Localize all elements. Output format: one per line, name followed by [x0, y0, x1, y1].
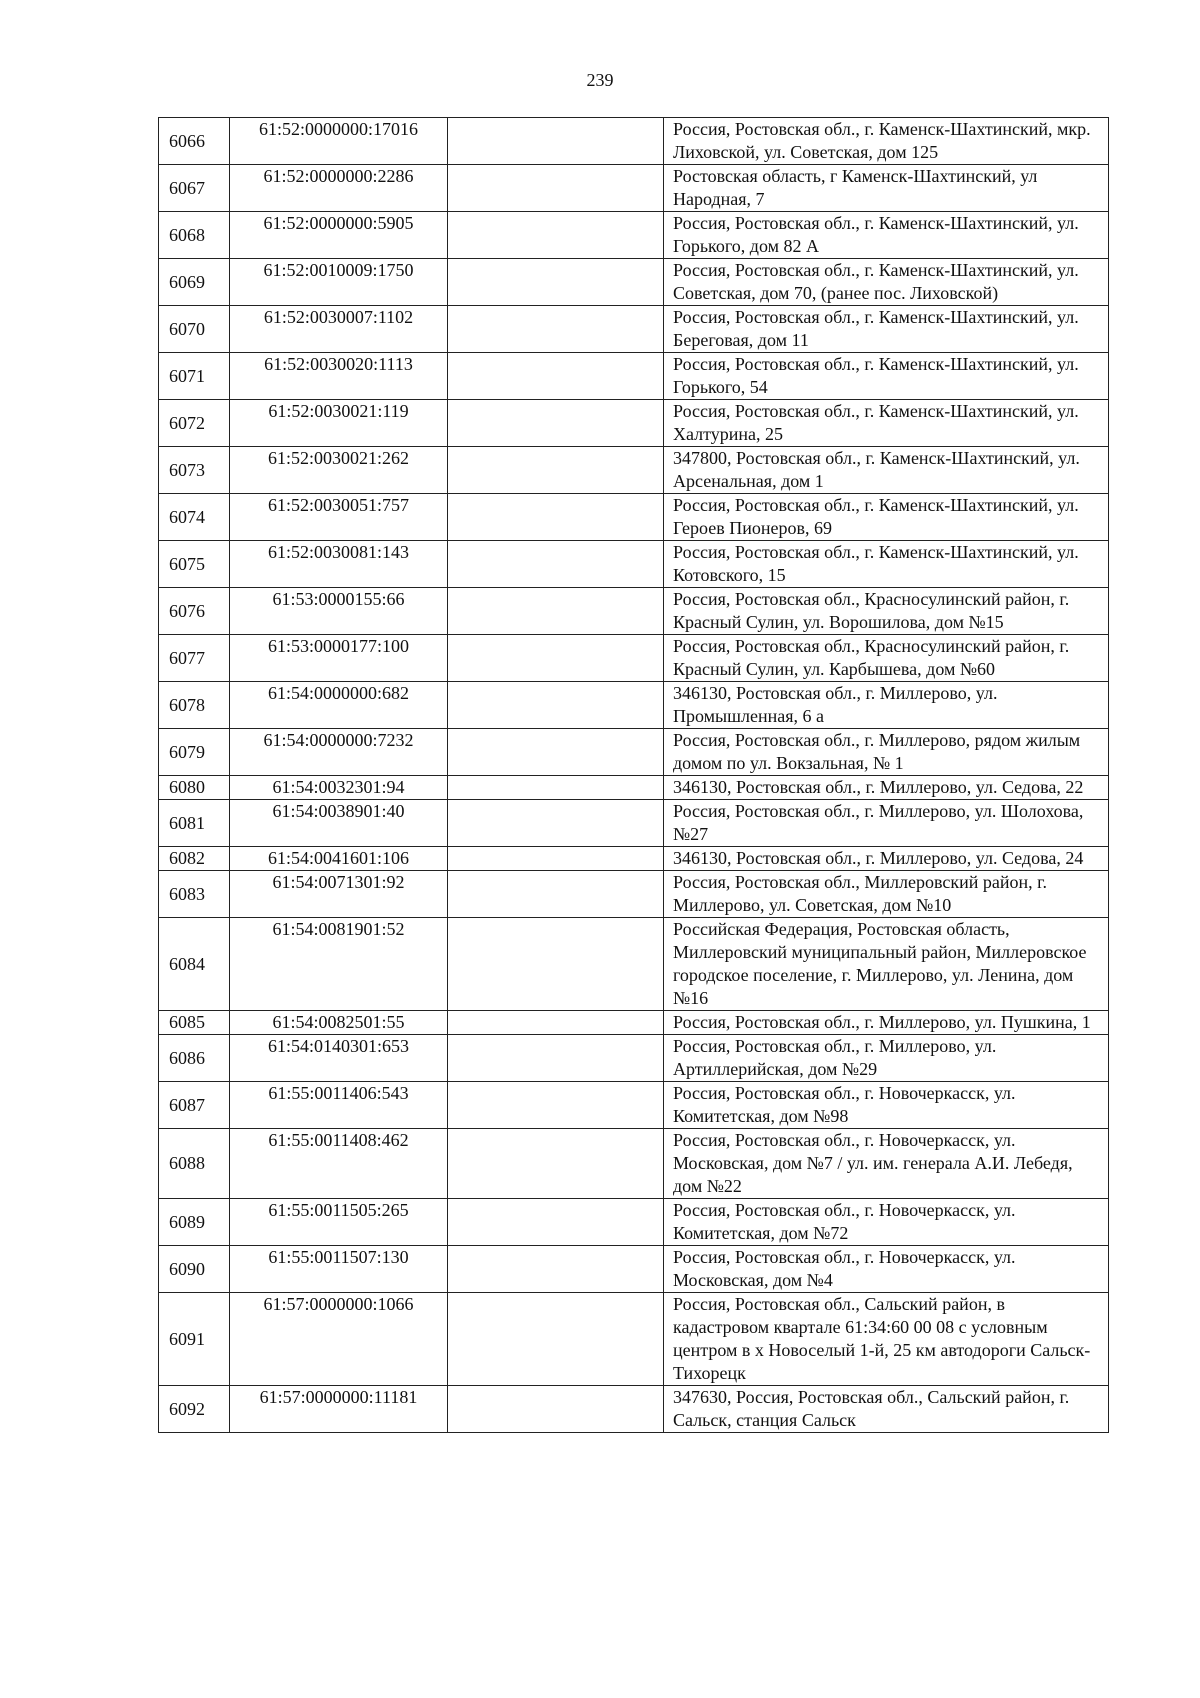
- cadastral-number-cell: 61:52:0030081:143: [230, 541, 448, 588]
- row-number-cell: 6072: [159, 400, 230, 447]
- address-cell: Россия, Ростовская обл., г. Каменск-Шахтинский, ул. Горького, 54: [664, 353, 1109, 400]
- empty-cell: [448, 494, 664, 541]
- cadastral-number-cell: 61:54:0082501:55: [230, 1011, 448, 1035]
- empty-cell: [448, 729, 664, 776]
- empty-cell: [448, 1386, 664, 1433]
- table-row: [159, 212, 1109, 259]
- address-cell: Россия, Ростовская обл., Красносулинский район, г. Красный Сулин, ул. Карбышева, дом №60: [664, 635, 1109, 682]
- row-number-cell: 6086: [159, 1035, 230, 1082]
- cadastral-number-cell: 61:53:0000155:66: [230, 588, 448, 635]
- address-cell: Россия, Ростовская обл., г. Миллерово, ул. Артиллерийская, дом №29: [664, 1035, 1109, 1082]
- empty-cell: [448, 165, 664, 212]
- empty-cell: [448, 1246, 664, 1293]
- address-cell: Ростовская область, г Каменск-Шахтинский, ул Народная, 7: [664, 165, 1109, 212]
- row-number-cell: 6068: [159, 212, 230, 259]
- cadastral-number-cell: 61:54:0000000:682: [230, 682, 448, 729]
- table-row: [159, 118, 1109, 165]
- empty-cell: [448, 1011, 664, 1035]
- address-cell: 346130, Ростовская обл., г. Миллерово, ул. Седова, 24: [664, 847, 1109, 871]
- row-number-cell: 6088: [159, 1129, 230, 1199]
- row-number-cell: 6079: [159, 729, 230, 776]
- cadastral-number-cell: 61:52:0030051:757: [230, 494, 448, 541]
- empty-cell: [448, 682, 664, 729]
- empty-cell: [448, 918, 664, 1011]
- address-cell: Российская Федерация, Ростовская область, Миллеровский муниципальный район, Миллеровское городское поселение, г. Миллерово, ул. Ленина, дом №16: [664, 918, 1109, 1011]
- empty-cell: [448, 1129, 664, 1199]
- table-row: [159, 400, 1109, 447]
- table-row: [159, 447, 1109, 494]
- cadastral-number-cell: 61:52:0000000:2286: [230, 165, 448, 212]
- empty-cell: [448, 306, 664, 353]
- address-cell: Россия, Ростовская обл., Красносулинский район, г. Красный Сулин, ул. Ворошилова, дом №15: [664, 588, 1109, 635]
- cadastral-number-cell: 61:53:0000177:100: [230, 635, 448, 682]
- row-number-cell: 6092: [159, 1386, 230, 1433]
- address-cell: Россия, Ростовская обл., г. Новочеркасск, ул. Комитетская, дом №98: [664, 1082, 1109, 1129]
- empty-cell: [448, 588, 664, 635]
- table-row: [159, 588, 1109, 635]
- empty-cell: [448, 212, 664, 259]
- row-number-cell: 6071: [159, 353, 230, 400]
- address-cell: Россия, Ростовская обл., г. Миллерово, рядом жилым домом по ул. Вокзальная, № 1: [664, 729, 1109, 776]
- table-row: [159, 1011, 1109, 1035]
- table-row: [159, 1082, 1109, 1129]
- empty-cell: [448, 776, 664, 800]
- row-number-cell: 6067: [159, 165, 230, 212]
- table-row: [159, 847, 1109, 871]
- address-cell: Россия, Ростовская обл., г. Каменск-Шахтинский, ул. Советская, дом 70, (ранее пос. Лиховской): [664, 259, 1109, 306]
- address-cell: Россия, Ростовская обл., г. Каменск-Шахтинский, ул. Горького, дом 82 А: [664, 212, 1109, 259]
- empty-cell: [448, 800, 664, 847]
- address-cell: Россия, Ростовская обл., г. Новочеркасск, ул. Московская, дом №4: [664, 1246, 1109, 1293]
- registry-table: [158, 117, 1109, 1433]
- address-cell: Россия, Ростовская обл., г. Каменск-Шахтинский, ул. Котовского, 15: [664, 541, 1109, 588]
- address-cell: Россия, Ростовская обл., г. Каменск-Шахтинский, ул. Героев Пионеров, 69: [664, 494, 1109, 541]
- page-number: 239: [586, 70, 614, 90]
- address-cell: 347800, Ростовская обл., г. Каменск-Шахтинский, ул. Арсенальная, дом 1: [664, 447, 1109, 494]
- address-cell: Россия, Ростовская обл., г. Новочеркасск, ул. Московская, дом №7 / ул. им. генерала А.И. Лебедя, дом №22: [664, 1129, 1109, 1199]
- row-number-cell: 6073: [159, 447, 230, 494]
- address-cell: Россия, Ростовская обл., Сальский район, в кадастровом квартале 61:34:60 00 08 с условным центром в х Новоселый 1-й, 25 км автодороги Сальск-Тихорецк: [664, 1293, 1109, 1386]
- address-cell: Россия, Ростовская обл., Миллеровский район, г. Миллерово, ул. Советская, дом №10: [664, 871, 1109, 918]
- empty-cell: [448, 1035, 664, 1082]
- row-number-cell: 6083: [159, 871, 230, 918]
- empty-cell: [448, 1082, 664, 1129]
- cadastral-number-cell: 61:52:0030021:262: [230, 447, 448, 494]
- cadastral-number-cell: 61:52:0030021:119: [230, 400, 448, 447]
- cadastral-number-cell: 61:52:0000000:17016: [230, 118, 448, 165]
- table-row: [159, 800, 1109, 847]
- address-cell: Россия, Ростовская обл., г. Каменск-Шахтинский, ул. Халтурина, 25: [664, 400, 1109, 447]
- table-row: [159, 1035, 1109, 1082]
- table-row: [159, 259, 1109, 306]
- row-number-cell: 6074: [159, 494, 230, 541]
- row-number-cell: 6091: [159, 1293, 230, 1386]
- address-cell: 346130, Ростовская обл., г. Миллерово, ул. Седова, 22: [664, 776, 1109, 800]
- empty-cell: [448, 847, 664, 871]
- cadastral-number-cell: 61:55:0011406:543: [230, 1082, 448, 1129]
- table-row: [159, 1386, 1109, 1433]
- table-row: [159, 353, 1109, 400]
- empty-cell: [448, 259, 664, 306]
- table-row: [159, 494, 1109, 541]
- row-number-cell: 6076: [159, 588, 230, 635]
- row-number-cell: 6082: [159, 847, 230, 871]
- empty-cell: [448, 400, 664, 447]
- empty-cell: [448, 1199, 664, 1246]
- row-number-cell: 6069: [159, 259, 230, 306]
- empty-cell: [448, 447, 664, 494]
- row-number-cell: 6081: [159, 800, 230, 847]
- row-number-cell: 6084: [159, 918, 230, 1011]
- empty-cell: [448, 541, 664, 588]
- cadastral-number-cell: 61:54:0081901:52: [230, 918, 448, 1011]
- address-cell: Россия, Ростовская обл., г. Миллерово, ул. Шолохова, №27: [664, 800, 1109, 847]
- cadastral-number-cell: 61:55:0011505:265: [230, 1199, 448, 1246]
- row-number-cell: 6090: [159, 1246, 230, 1293]
- row-number-cell: 6066: [159, 118, 230, 165]
- cadastral-number-cell: 61:52:0010009:1750: [230, 259, 448, 306]
- cadastral-number-cell: 61:54:0000000:7232: [230, 729, 448, 776]
- row-number-cell: 6080: [159, 776, 230, 800]
- cadastral-number-cell: 61:52:0000000:5905: [230, 212, 448, 259]
- cadastral-number-cell: 61:57:0000000:1066: [230, 1293, 448, 1386]
- cadastral-number-cell: 61:54:0071301:92: [230, 871, 448, 918]
- cadastral-number-cell: 61:54:0032301:94: [230, 776, 448, 800]
- table-row: [159, 635, 1109, 682]
- table-row: [159, 1246, 1109, 1293]
- empty-cell: [448, 353, 664, 400]
- table-row: [159, 1129, 1109, 1199]
- row-number-cell: 6077: [159, 635, 230, 682]
- cadastral-number-cell: 61:55:0011408:462: [230, 1129, 448, 1199]
- empty-cell: [448, 871, 664, 918]
- address-cell: Россия, Ростовская обл., г. Каменск-Шахтинский, мкр. Лиховской, ул. Советская, дом 125: [664, 118, 1109, 165]
- table-row: [159, 918, 1109, 1011]
- cadastral-number-cell: 61:54:0038901:40: [230, 800, 448, 847]
- row-number-cell: 6087: [159, 1082, 230, 1129]
- row-number-cell: 6075: [159, 541, 230, 588]
- table-row: [159, 729, 1109, 776]
- table-row: [159, 1199, 1109, 1246]
- cadastral-number-cell: 61:54:0140301:653: [230, 1035, 448, 1082]
- row-number-cell: 6089: [159, 1199, 230, 1246]
- cadastral-number-cell: 61:57:0000000:11181: [230, 1386, 448, 1433]
- empty-cell: [448, 118, 664, 165]
- address-cell: Россия, Ростовская обл., г. Миллерово, ул. Пушкина, 1: [664, 1011, 1109, 1035]
- table-row: [159, 871, 1109, 918]
- address-cell: 347630, Россия, Ростовская обл., Сальский район, г. Сальск, станция Сальск: [664, 1386, 1109, 1433]
- table-row: [159, 306, 1109, 353]
- cadastral-number-cell: 61:54:0041601:106: [230, 847, 448, 871]
- registry-body: [159, 118, 1109, 1433]
- address-cell: Россия, Ростовская обл., г. Каменск-Шахтинский, ул. Береговая, дом 11: [664, 306, 1109, 353]
- table-row: [159, 776, 1109, 800]
- table-row: [159, 682, 1109, 729]
- address-cell: Россия, Ростовская обл., г. Новочеркасск, ул. Комитетская, дом №72: [664, 1199, 1109, 1246]
- cadastral-number-cell: 61:52:0030020:1113: [230, 353, 448, 400]
- empty-cell: [448, 1293, 664, 1386]
- cadastral-number-cell: 61:55:0011507:130: [230, 1246, 448, 1293]
- row-number-cell: 6070: [159, 306, 230, 353]
- row-number-cell: 6078: [159, 682, 230, 729]
- row-number-cell: 6085: [159, 1011, 230, 1035]
- table-row: [159, 1293, 1109, 1386]
- table-row: [159, 541, 1109, 588]
- cadastral-number-cell: 61:52:0030007:1102: [230, 306, 448, 353]
- table-row: [159, 165, 1109, 212]
- address-cell: 346130, Ростовская обл., г. Миллерово, ул. Промышленная, 6 а: [664, 682, 1109, 729]
- empty-cell: [448, 635, 664, 682]
